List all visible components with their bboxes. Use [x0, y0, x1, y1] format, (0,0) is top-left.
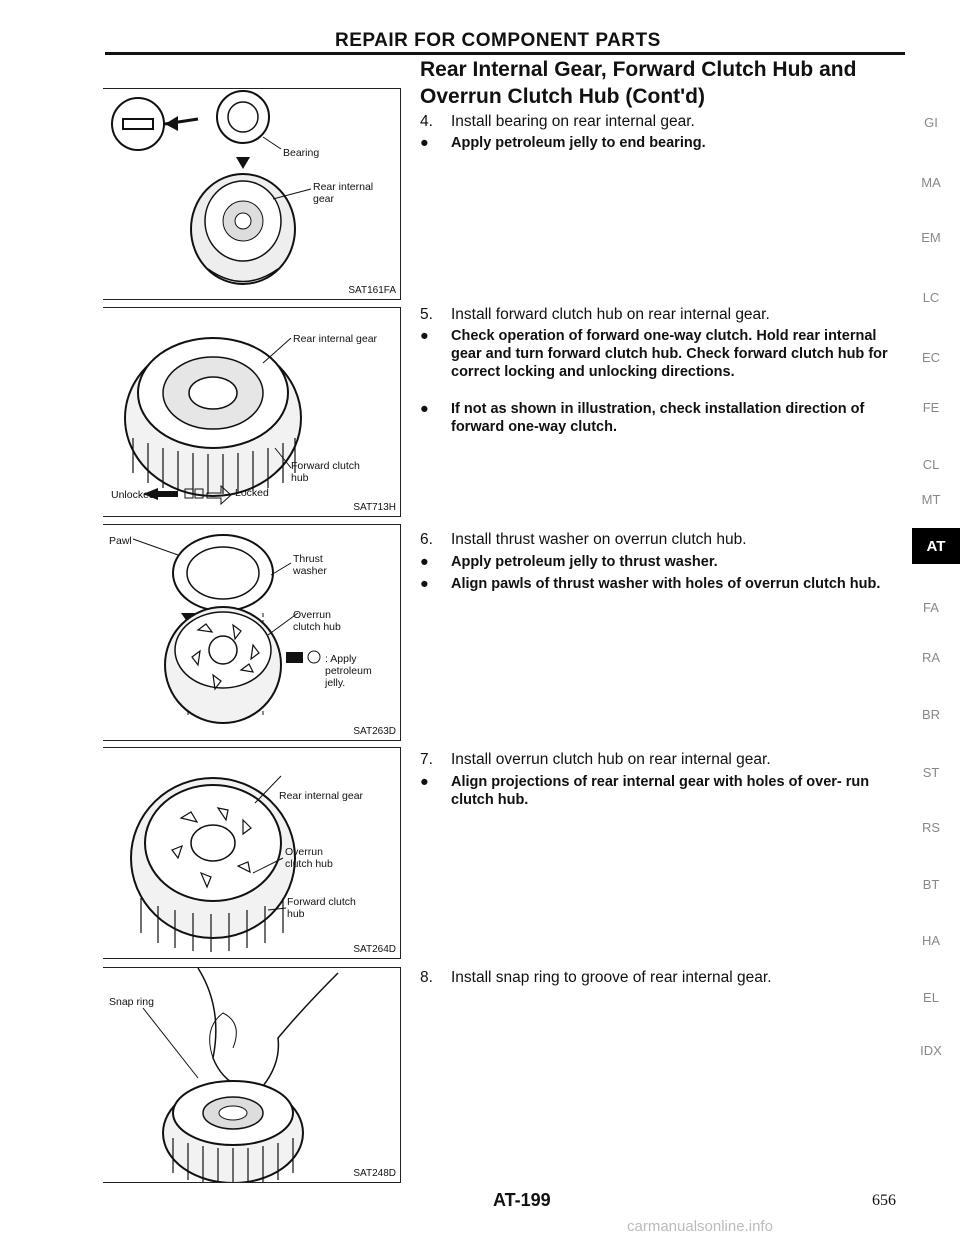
sidebar-item-br[interactable]: BR — [921, 707, 941, 722]
sidebar-item-fa[interactable]: FA — [923, 600, 939, 615]
sidebar-item-rs[interactable]: RS — [921, 820, 941, 835]
step-number: 5. — [420, 306, 433, 323]
page-header-title: REPAIR FOR COMPONENT PARTS — [335, 30, 661, 51]
sidebar-item-em[interactable]: EM — [921, 230, 941, 245]
page-number: 656 — [872, 1192, 896, 1209]
label-unlocked: Unlocked — [111, 489, 155, 501]
figure-code: SAT264D — [353, 944, 396, 955]
bullet-text: Apply petroleum jelly to thrust washer. — [451, 554, 718, 570]
label-rear-internal-gear: Rear internal gear — [279, 790, 364, 802]
figure-code: SAT263D — [353, 726, 396, 737]
bullet-text: Check operation of forward one-way clutch. Hold rear internal gear and turn forward clutch hub. Check forward clutch hub for correct locking and unlocking directions. — [451, 328, 888, 380]
sidebar-item-lc[interactable]: LC — [922, 290, 940, 305]
figure-code: SAT248D — [353, 1168, 396, 1179]
watermark: carmanualsonline.info — [627, 1218, 773, 1235]
thrust-washer-illustration — [103, 525, 400, 740]
step-text: Install bearing on rear internal gear. — [451, 113, 695, 130]
figure-overrun-clutch-hub — [103, 747, 401, 959]
bullet-text: If not as shown in illustration, check installation direction of forward one-way clutch. — [451, 401, 865, 435]
label-rear-internal-gear: Rear internal gear — [293, 333, 378, 345]
sidebar-item-at[interactable]: AT — [912, 528, 960, 564]
sidebar-item-gi[interactable]: GI — [924, 115, 938, 130]
bullet-dot: ● — [420, 401, 429, 417]
page-code: AT-199 — [493, 1190, 551, 1210]
label-forward-clutch-hub: Forward clutch hub — [291, 460, 360, 484]
step-number: 7. — [420, 751, 433, 768]
label-bearing: Bearing — [283, 147, 320, 159]
label-rear-internal-gear: Rear internal gear — [313, 181, 374, 205]
bullet-dot: ● — [420, 576, 429, 592]
label-overrun-clutch-hub: Overrun clutch hub — [285, 846, 333, 870]
step-text: Install overrun clutch hub on rear internal gear. — [451, 751, 771, 768]
sidebar-item-ec[interactable]: EC — [921, 350, 941, 365]
bullet-dot: ● — [420, 135, 429, 151]
bullet-text: Align pawls of thrust washer with holes of overrun clutch hub. — [451, 576, 881, 592]
label-apply-petroleum-jelly: : Apply petroleum jelly. — [325, 653, 372, 689]
label-snap-ring: Snap ring — [109, 996, 154, 1008]
bullet-dot: ● — [420, 328, 429, 344]
sidebar-item-el[interactable]: EL — [923, 990, 939, 1005]
label-overrun-clutch-hub: Overrun clutch hub — [293, 609, 341, 633]
header-rule — [105, 52, 905, 55]
step-text: Install snap ring to groove of rear internal gear. — [451, 969, 772, 986]
figure-thrust-washer — [103, 524, 401, 741]
label-thrust-washer: Thrust washer — [293, 553, 327, 577]
sidebar-item-ha[interactable]: HA — [921, 933, 941, 948]
bullet-text: Align projections of rear internal gear with holes of over- run clutch hub. — [451, 774, 870, 808]
figure-code: SAT713H — [353, 502, 396, 513]
label-locked: Locked — [235, 487, 269, 499]
label-pawl: Pawl — [109, 535, 132, 547]
bullet-text: Apply petroleum jelly to end bearing. — [451, 135, 706, 151]
sidebar-item-bt[interactable]: BT — [922, 877, 940, 892]
sidebar-item-st[interactable]: ST — [922, 765, 940, 780]
sidebar-item-ma[interactable]: MA — [921, 175, 941, 190]
step-number: 4. — [420, 113, 433, 130]
sidebar-item-cl[interactable]: CL — [922, 457, 940, 472]
overrun-clutch-hub-illustration — [103, 748, 400, 958]
sidebar-item-fe[interactable]: FE — [922, 400, 940, 415]
bullet-dot: ● — [420, 774, 429, 790]
sidebar-item-ra[interactable]: RA — [921, 650, 941, 665]
figure-code: SAT161FA — [348, 285, 396, 296]
figure-bearing — [103, 88, 401, 300]
label-forward-clutch-hub: Forward clutch hub — [287, 896, 356, 920]
step-number: 8. — [420, 969, 433, 986]
figure-forward-clutch-hub — [103, 307, 401, 517]
sidebar-item-mt[interactable]: MT — [921, 492, 941, 507]
bullet-dot: ● — [420, 554, 429, 570]
section-title: Rear Internal Gear, Forward Clutch Hub and Overrun Clutch Hub (Cont'd) — [420, 58, 857, 108]
step-text: Install thrust washer on overrun clutch hub. — [451, 531, 747, 548]
step-number: 6. — [420, 531, 433, 548]
figure-snap-ring — [103, 967, 401, 1183]
sidebar-item-idx[interactable]: IDX — [920, 1043, 942, 1058]
step-text: Install forward clutch hub on rear internal gear. — [451, 306, 770, 323]
